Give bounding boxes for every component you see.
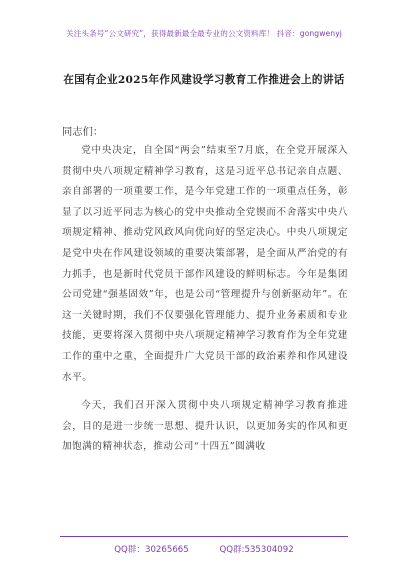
paragraph-1: 党中央决定，自全国“两会”结束至7月底，在全党开展深入贯彻中央八项规定精神学习教育，这是习近平总书记亲自点题、亲自部署的一项重要工作，是今年党建工作的一项重点任务，彰显了以习近平同志为核心的党中央推动全党锲而不舍落实中央八项规定精神、推动党风政风向优向好的坚定决心。中央八项规定是党中央在作风建设领域的重要决策部署，是全面从严治党的有力抓手，也是新时代党员干部作风建设的鲜明标志。今年是集团公司党建“强基固效”年，也是公司“管理提升与创新驱动年”。在这一关键时期，我们不仅要强化管理能力、提升业务素质和专业技能，更要将深入贯彻中央八项规定精神学习教育作为全年党建工作的重中之重，全面提升广大党员干部的政治素养和作风建设水平。 [62, 145, 348, 383]
paragraph-2: 今天，我们召开深入贯彻中央八项规定精神学习教育推进会，目的是进一步统一思想、提升认识，以更加务实的作风和更加饱满的精神状态，推动公司“十四五”圆满收 [62, 400, 348, 453]
footer-qq-group-1: QQ群：30265665 [114, 545, 189, 555]
header-promo-note: 关注头条号“公文研究”，获得最新最全最专业的公文资料库！ 抖音：gongwenyj [66, 29, 342, 38]
document-title: 在国有企业2025年作风建设学习教育工作推进会上的讲话 [63, 74, 345, 86]
footer-divider [60, 536, 348, 537]
salutation: 同志们： [62, 126, 104, 138]
footer-contacts [0, 543, 408, 555]
document-body [62, 141, 348, 466]
footer-qq-group-2: QQ群:535304092 [219, 545, 294, 555]
